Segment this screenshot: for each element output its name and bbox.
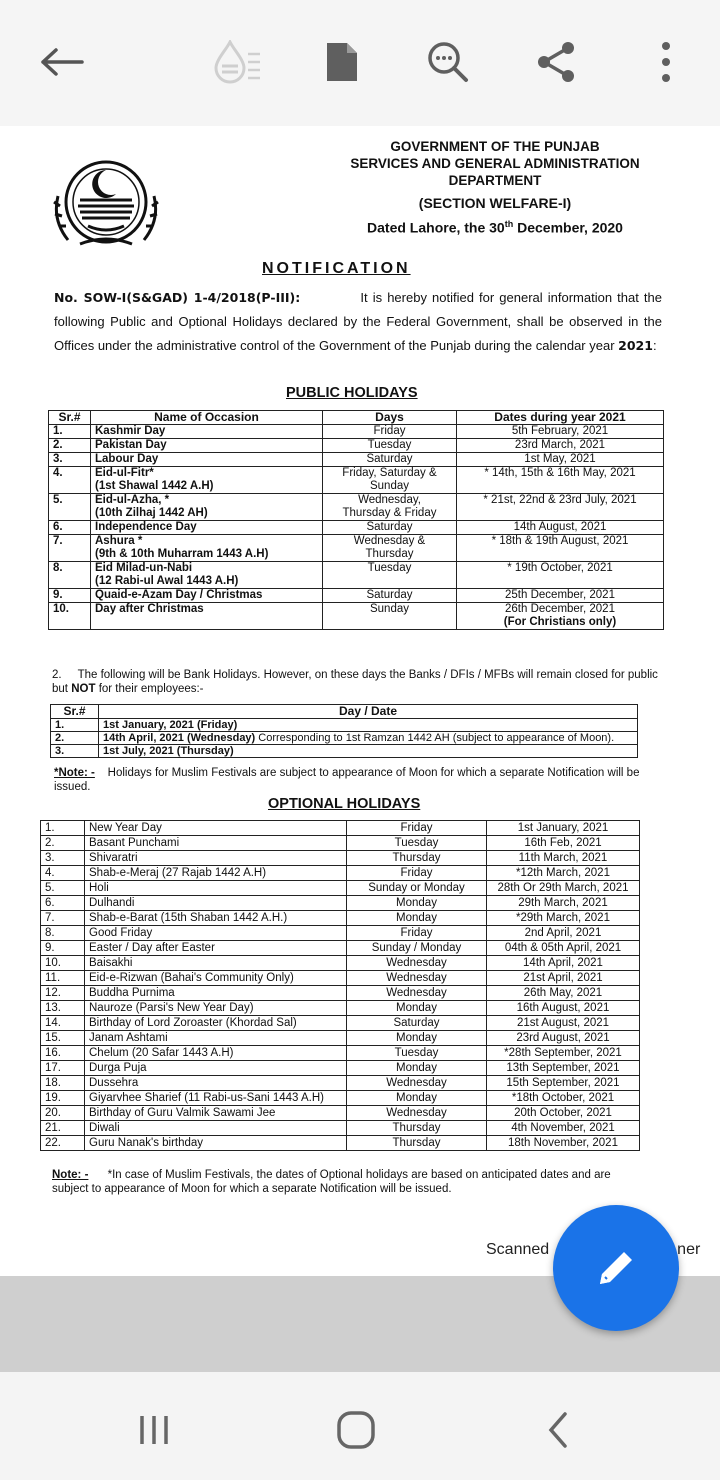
occasion-sub: (12 Rabi-ul Awal 1443 A.H) xyxy=(95,575,239,587)
opt-days-cell: Friday xyxy=(347,866,487,881)
opt-name-cell: Baisakhi xyxy=(85,956,347,971)
date-text: 1st May, 2021 xyxy=(524,453,596,465)
opt-date-cell: *29th March, 2021 xyxy=(487,911,640,926)
optional-holiday-row xyxy=(41,911,640,926)
back-arrow-icon[interactable] xyxy=(32,32,92,92)
header-line-1: GOVERNMENT OF THE PUNJAB xyxy=(390,139,600,154)
notification-year: 2021 xyxy=(618,338,653,353)
col-days: Days xyxy=(323,411,457,425)
days-text: Wednesday, xyxy=(358,494,421,506)
opt-name-cell: Eid-e-Rizwan (Bahai's Community Only) xyxy=(85,971,347,986)
occasion-name: Kashmir Day xyxy=(95,425,166,437)
opt-date-cell: 21st April, 2021 xyxy=(487,971,640,986)
opt-date-cell: 16th Feb, 2021 xyxy=(487,836,640,851)
bank-holiday-row xyxy=(51,719,638,732)
opt-sr-cell: 21. xyxy=(41,1121,85,1136)
bank-holidays-note: 2. The following will be Bank Holidays. However, on these days the Banks / DFIs / MFBs will remain closed for public but NOT for their employees:- xyxy=(52,669,658,695)
opt-sr-cell: 11. xyxy=(41,971,85,986)
share-icon[interactable] xyxy=(526,32,586,92)
optional-holiday-row xyxy=(41,836,640,851)
opt-sr-cell: 20. xyxy=(41,1106,85,1121)
optional-holiday-row xyxy=(41,926,640,941)
days-text: Tuesday xyxy=(367,439,412,451)
date-text: 23rd March, 2021 xyxy=(514,439,606,451)
bank-holiday-row xyxy=(51,745,638,758)
optional-holiday-row xyxy=(41,1136,640,1151)
optional-holidays-title: OPTIONAL HOLIDAYS xyxy=(268,796,421,812)
back-icon[interactable] xyxy=(528,1400,588,1460)
public-holiday-row xyxy=(49,521,664,535)
optional-holiday-row xyxy=(41,1046,640,1061)
notification-paragraph: No. SOW-I(S&GAD) 1-4/2018(P-III): It is hereby notified for general information that the following Public and Optional Holidays declared by the Federal Government, shall be observed in the Offices under the administrative control of the Government of the Punjab during the calendar year 2021: xyxy=(54,290,662,353)
opt-date-cell: 11th March, 2021 xyxy=(487,851,640,866)
occasion-name: Eid-ul-Azha, * xyxy=(95,494,170,506)
opt-days-cell: Wednesday xyxy=(347,971,487,986)
scanner-watermark: Scanned ner xyxy=(486,1241,701,1258)
optional-holiday-row xyxy=(41,956,640,971)
opt-days-cell: Monday xyxy=(347,1031,487,1046)
occasion-name: Ashura * xyxy=(95,535,143,547)
bank-sr-cell: 1. xyxy=(51,719,99,732)
opt-date-cell: 26th May, 2021 xyxy=(487,986,640,1001)
date-text: 25th December, 2021 xyxy=(505,589,615,601)
opt-sr-cell: 6. xyxy=(41,896,85,911)
occasion-name: Eid Milad-un-Nabi xyxy=(95,562,193,574)
system-navigation-bar xyxy=(0,1372,720,1480)
days-text: Saturday xyxy=(366,589,413,601)
opt-days-cell: Monday xyxy=(347,1061,487,1076)
search-icon[interactable] xyxy=(418,32,478,92)
opt-sr-cell: 15. xyxy=(41,1031,85,1046)
more-options-icon[interactable] xyxy=(636,32,696,92)
opt-sr-cell: 13. xyxy=(41,1001,85,1016)
date-cell xyxy=(457,467,664,494)
date-cell xyxy=(457,439,664,453)
opt-name-cell: Shivaratri xyxy=(85,851,347,866)
sr-cell: 3. xyxy=(49,453,91,467)
optional-note: Note: - *In case of Muslim Festivals, the dates of Optional holidays are based on anticipated dates and are subject to appearance of Moon for which a separate Notification will be issued. xyxy=(52,1169,611,1195)
date-text: 14th August, 2021 xyxy=(513,521,607,533)
optional-holiday-row xyxy=(41,1001,640,1016)
date-text: * 18th & 19th August, 2021 xyxy=(491,535,629,547)
date-text: * 14th, 15th & 16th May, 2021 xyxy=(484,467,636,479)
opt-date-cell: 16th August, 2021 xyxy=(487,1001,640,1016)
opt-name-cell: Chelum (20 Safar 1443 A.H) xyxy=(85,1046,347,1061)
optional-holiday-row xyxy=(41,866,640,881)
date-cell xyxy=(457,603,664,630)
optional-holiday-row xyxy=(41,821,640,836)
opt-name-cell: Dussehra xyxy=(85,1076,347,1091)
reading-mode-icon[interactable] xyxy=(206,32,266,92)
public-holiday-row xyxy=(49,589,664,603)
occasion-cell xyxy=(91,589,323,603)
optional-holiday-row xyxy=(41,986,640,1001)
notification-number: No. SOW-I(S&GAD) 1-4/2018(P-III): xyxy=(54,290,301,305)
sr-cell: 9. xyxy=(49,589,91,603)
opt-date-cell: 13th September, 2021 xyxy=(487,1061,640,1076)
bank-col-sr: Sr.# xyxy=(51,705,99,719)
opt-sr-cell: 10. xyxy=(41,956,85,971)
opt-sr-cell: 2. xyxy=(41,836,85,851)
opt-date-cell: 20th October, 2021 xyxy=(487,1106,640,1121)
public-holiday-row xyxy=(49,425,664,439)
opt-days-cell: Wednesday xyxy=(347,1076,487,1091)
days-cell xyxy=(323,453,457,467)
days-text-2: Thursday xyxy=(365,548,414,560)
opt-days-cell: Tuesday xyxy=(347,836,487,851)
opt-name-cell: New Year Day xyxy=(85,821,347,836)
opt-sr-cell: 9. xyxy=(41,941,85,956)
date-cell xyxy=(457,562,664,589)
sr-cell: 1. xyxy=(49,425,91,439)
days-text: Saturday xyxy=(366,521,413,533)
section-welfare: (SECTION WELFARE-I) xyxy=(418,195,572,211)
date-text: * 19th October, 2021 xyxy=(507,562,613,574)
sr-cell: 2. xyxy=(49,439,91,453)
occasion-cell xyxy=(91,521,323,535)
opt-sr-cell: 3. xyxy=(41,851,85,866)
opt-days-cell: Wednesday xyxy=(347,1106,487,1121)
opt-name-cell: Durga Puja xyxy=(85,1061,347,1076)
sr-cell: 5. xyxy=(49,494,91,521)
opt-name-cell: Janam Ashtami xyxy=(85,1031,347,1046)
opt-name-cell: Nauroze (Parsi's New Year Day) xyxy=(85,1001,347,1016)
moon-note: *Note: - Holidays for Muslim Festivals are subject to appearance of Moon for which a separate Notification will be issued. xyxy=(54,767,640,793)
opt-days-cell: Monday xyxy=(347,911,487,926)
opt-date-cell: 04th & 05th April, 2021 xyxy=(487,941,640,956)
opt-days-cell: Tuesday xyxy=(347,1046,487,1061)
punjab-government-emblem xyxy=(50,156,162,252)
opt-name-cell: Holi xyxy=(85,881,347,896)
days-text-2: Sunday xyxy=(369,480,409,492)
opt-days-cell: Monday xyxy=(347,1091,487,1106)
bank-sr-cell: 3. xyxy=(51,745,99,758)
sr-cell: 7. xyxy=(49,535,91,562)
bank-col-date: Day / Date xyxy=(99,705,638,719)
notification-text: It is hereby notified for general information that the following Public and Optional Holidays declared by the Federal Government, shall be observed in the Offices under the administrative control of the Government of the Punjab during the calendar year xyxy=(54,290,662,353)
public-holidays-title: PUBLIC HOLIDAYS xyxy=(286,385,418,401)
date-cell xyxy=(457,521,664,535)
occasion-cell xyxy=(91,494,323,521)
optional-holiday-row xyxy=(41,896,640,911)
bank-holiday-row xyxy=(51,732,638,745)
days-cell xyxy=(323,562,457,589)
optional-holiday-row xyxy=(41,1091,640,1106)
optional-holiday-row xyxy=(41,1031,640,1046)
opt-name-cell: Diwali xyxy=(85,1121,347,1136)
opt-date-cell: 23rd August, 2021 xyxy=(487,1031,640,1046)
opt-sr-cell: 18. xyxy=(41,1076,85,1091)
bank-date-cell xyxy=(99,745,638,758)
opt-days-cell: Thursday xyxy=(347,1136,487,1151)
sr-cell: 6. xyxy=(49,521,91,535)
occasion-name: Independence Day xyxy=(95,521,197,533)
opt-sr-cell: 19. xyxy=(41,1091,85,1106)
occasion-cell xyxy=(91,603,323,630)
edit-fab-button[interactable] xyxy=(553,1205,679,1331)
notification-title: NOTIFICATION xyxy=(262,260,411,277)
opt-name-cell: Dulhandi xyxy=(85,896,347,911)
edit-pencil-icon xyxy=(592,1244,640,1292)
opt-sr-cell: 22. xyxy=(41,1136,85,1151)
days-cell xyxy=(323,439,457,453)
occasion-cell xyxy=(91,425,323,439)
opt-sr-cell: 17. xyxy=(41,1061,85,1076)
opt-name-cell: Good Friday xyxy=(85,926,347,941)
opt-date-cell: 28th Or 29th March, 2021 xyxy=(487,881,640,896)
recent-apps-icon[interactable] xyxy=(124,1400,184,1460)
days-text: Tuesday xyxy=(367,562,412,574)
public-holiday-row xyxy=(49,467,664,494)
public-holiday-row xyxy=(49,603,664,630)
optional-holiday-row xyxy=(41,1061,640,1076)
optional-holiday-row xyxy=(41,941,640,956)
public-holiday-row xyxy=(49,562,664,589)
col-sr: Sr.# xyxy=(49,411,91,425)
occasion-cell xyxy=(91,439,323,453)
public-holiday-row xyxy=(49,453,664,467)
optional-holidays-table xyxy=(40,820,640,1151)
opt-days-cell: Monday xyxy=(347,896,487,911)
opt-name-cell: Buddha Purnima xyxy=(85,986,347,1001)
opt-name-cell: Guru Nanak's birthday xyxy=(85,1136,347,1151)
opt-date-cell: 21st August, 2021 xyxy=(487,1016,640,1031)
opt-name-cell: Shab-e-Barat (15th Shaban 1442 A.H.) xyxy=(85,911,347,926)
letterhead xyxy=(330,138,660,237)
opt-days-cell: Friday xyxy=(347,821,487,836)
bank-date: 14th April, 2021 (Wednesday) xyxy=(103,732,256,744)
opt-name-cell: Birthday of Lord Zoroaster (Khordad Sal) xyxy=(85,1016,347,1031)
top-toolbar xyxy=(0,0,720,126)
optional-holiday-row xyxy=(41,1076,640,1091)
days-cell xyxy=(323,589,457,603)
days-cell xyxy=(323,603,457,630)
opt-date-cell: 15th September, 2021 xyxy=(487,1076,640,1091)
opt-sr-cell: 5. xyxy=(41,881,85,896)
occasion-name: Quaid-e-Azam Day / Christmas xyxy=(95,589,263,601)
opt-sr-cell: 4. xyxy=(41,866,85,881)
optional-holiday-row xyxy=(41,1121,640,1136)
opt-name-cell: Giyarvhee Sharief (11 Rabi-us-Sani 1443 A.H) xyxy=(85,1091,347,1106)
occasion-cell xyxy=(91,535,323,562)
opt-days-cell: Thursday xyxy=(347,851,487,866)
opt-name-cell: Shab-e-Meraj (27 Rajab 1442 A.H) xyxy=(85,866,347,881)
opt-date-cell: 4th November, 2021 xyxy=(487,1121,640,1136)
optional-holiday-row xyxy=(41,1106,640,1121)
days-cell xyxy=(323,521,457,535)
public-holiday-row xyxy=(49,439,664,453)
opt-date-cell: *12th March, 2021 xyxy=(487,866,640,881)
date-cell xyxy=(457,425,664,439)
sr-cell: 10. xyxy=(49,603,91,630)
opt-sr-cell: 12. xyxy=(41,986,85,1001)
opt-sr-cell: 8. xyxy=(41,926,85,941)
optional-holiday-row xyxy=(41,1016,640,1031)
days-text-2: Thursday & Friday xyxy=(342,507,437,519)
days-text: Saturday xyxy=(366,453,413,465)
date-cell xyxy=(457,589,664,603)
optional-holiday-row xyxy=(41,971,640,986)
date-cell xyxy=(457,535,664,562)
opt-days-cell: Friday xyxy=(347,926,487,941)
opt-date-cell: 29th March, 2021 xyxy=(487,896,640,911)
opt-sr-cell: 1. xyxy=(41,821,85,836)
occasion-sub: (9th & 10th Muharram 1443 A.H) xyxy=(95,548,269,560)
opt-days-cell: Sunday / Monday xyxy=(347,941,487,956)
occasion-cell xyxy=(91,453,323,467)
sr-cell: 4. xyxy=(49,467,91,494)
optional-holiday-row xyxy=(41,881,640,896)
opt-sr-cell: 7. xyxy=(41,911,85,926)
date-text: 26th December, 2021 xyxy=(505,603,615,615)
occasion-name: Day after Christmas xyxy=(95,603,204,615)
bank-date-extra: Corresponding to 1st Ramzan 1442 AH (subject to appearance of Moon). xyxy=(255,732,615,744)
opt-name-cell: Basant Punchami xyxy=(85,836,347,851)
days-text: Sunday xyxy=(369,603,409,615)
opt-date-cell: *18th October, 2021 xyxy=(487,1091,640,1106)
opt-date-cell: *28th September, 2021 xyxy=(487,1046,640,1061)
opt-name-cell: Birthday of Guru Valmik Sawami Jee xyxy=(85,1106,347,1121)
occasion-sub: (1st Shawal 1442 A.H) xyxy=(95,480,214,492)
days-cell xyxy=(323,494,457,521)
opt-name-cell: Easter / Day after Easter xyxy=(85,941,347,956)
occasion-cell xyxy=(91,562,323,589)
occasion-sub: (10th Zilhaj 1442 AH) xyxy=(95,507,208,519)
opt-days-cell: Monday xyxy=(347,1001,487,1016)
public-holidays-table xyxy=(48,410,664,630)
bank-date-cell xyxy=(99,732,638,745)
opt-days-cell: Wednesday xyxy=(347,956,487,971)
header-line-3: DEPARTMENT xyxy=(448,173,542,188)
col-occasion: Name of Occasion xyxy=(91,411,323,425)
occasion-name: Pakistan Day xyxy=(95,439,167,451)
dated-line: Dated Lahore, the 30th December, 2020 xyxy=(367,219,623,236)
bank-holidays-table xyxy=(50,704,638,758)
opt-days-cell: Wednesday xyxy=(347,986,487,1001)
days-text: Friday, Saturday & xyxy=(342,467,437,479)
opt-date-cell: 1st January, 2021 xyxy=(487,821,640,836)
date-text: 5th February, 2021 xyxy=(511,425,609,437)
document-page[interactable] xyxy=(0,126,720,1276)
opt-days-cell: Saturday xyxy=(347,1016,487,1031)
date-text: * 21st, 22nd & 23rd July, 2021 xyxy=(483,494,637,506)
days-text: Wednesday & xyxy=(353,535,426,547)
occasion-name: Labour Day xyxy=(95,453,159,465)
opt-date-cell: 2nd April, 2021 xyxy=(487,926,640,941)
date-cell xyxy=(457,494,664,521)
days-cell xyxy=(323,535,457,562)
occasion-cell xyxy=(91,467,323,494)
opt-sr-cell: 16. xyxy=(41,1046,85,1061)
bank-date-cell xyxy=(99,719,638,732)
days-text: Friday xyxy=(373,425,406,437)
bank-date: 1st July, 2021 (Thursday) xyxy=(103,745,234,757)
bank-sr-cell: 2. xyxy=(51,732,99,745)
date-cell xyxy=(457,453,664,467)
occasion-name: Eid-ul-Fitr* xyxy=(95,467,154,479)
days-cell xyxy=(323,467,457,494)
opt-date-cell: 18th November, 2021 xyxy=(487,1136,640,1151)
days-cell xyxy=(323,425,457,439)
bank-date: 1st January, 2021 (Friday) xyxy=(103,719,238,731)
header-line-2: SERVICES AND GENERAL ADMINISTRATION xyxy=(350,156,640,171)
col-dates: Dates during year 2021 xyxy=(457,411,664,425)
opt-days-cell: Thursday xyxy=(347,1121,487,1136)
date-note: (For Christians only) xyxy=(503,616,617,628)
public-holiday-row xyxy=(49,494,664,521)
home-icon[interactable] xyxy=(326,1400,386,1460)
sr-cell: 8. xyxy=(49,562,91,589)
document-icon[interactable] xyxy=(312,32,372,92)
opt-date-cell: 14th April, 2021 xyxy=(487,956,640,971)
public-holiday-row xyxy=(49,535,664,562)
opt-days-cell: Sunday or Monday xyxy=(347,881,487,896)
optional-holiday-row xyxy=(41,851,640,866)
opt-sr-cell: 14. xyxy=(41,1016,85,1031)
